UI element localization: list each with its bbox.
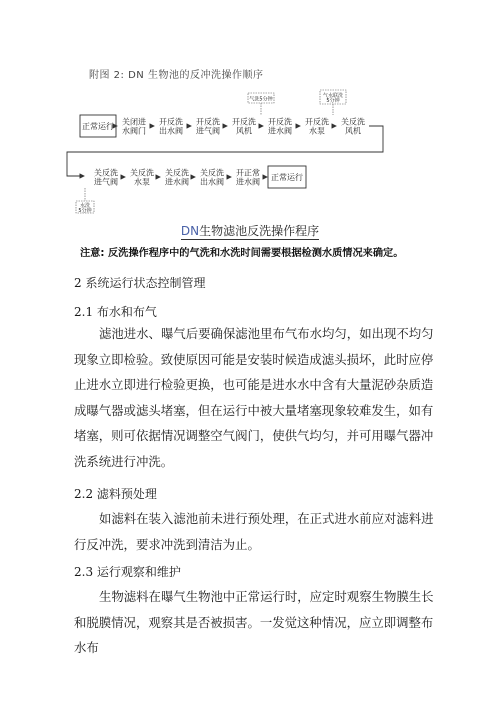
section-2-2-heading: 2.2 滤料预处理 xyxy=(74,487,157,501)
flow-step-1-5 xyxy=(228,115,260,137)
svg-text:开反洗出水阀: 开反洗出水阀 xyxy=(159,117,183,136)
flow-step-2-6 xyxy=(268,166,306,188)
flow-step-1-8 xyxy=(337,115,369,137)
svg-text:关反洗水泵: 关反洗水泵 xyxy=(130,168,154,187)
flow-step-2-3 xyxy=(161,166,193,188)
flow-step-2-1 xyxy=(90,166,122,188)
svg-text:关反洗出水阀: 关反洗出水阀 xyxy=(200,168,224,187)
flow-step-1-2 xyxy=(118,115,150,137)
diagram-title xyxy=(0,222,500,239)
note: 注意: 反洗操作程序中的气洗和水洗时间需要根据检测水质情况来确定。 xyxy=(80,248,404,259)
svg-text:关反洗进气阀: 关反洗进气阀 xyxy=(94,168,118,187)
timing-annotation-2 xyxy=(320,90,346,115)
flow-step-1-1 xyxy=(80,115,116,137)
section-2-3-heading: 2.3 运行观察和维护 xyxy=(74,565,181,579)
flow-step-1-7 xyxy=(301,115,333,137)
svg-text:关反洗风机: 关反洗风机 xyxy=(341,117,365,136)
diagram-title-prefix: DN xyxy=(180,224,200,238)
svg-text:开正常进水阀: 开正常进水阀 xyxy=(236,168,260,187)
section-2-1-heading: 2.1 布水和布气 xyxy=(74,305,157,319)
flow-step-2-2 xyxy=(126,166,158,188)
section-2-3-paragraph: 生物滤料在曝气生物池中正常运行时，应定时观察生物膜生长和脱膜情况，观察其是否被损害。一发觉这种情况，应立即调整布水布 xyxy=(74,589,434,655)
section-2-2-paragraph: 如滤料在装入滤池前未进行预处理，在正式进水前应对滤料进行反冲洗，要求冲洗到清洁为止。 xyxy=(74,511,434,552)
svg-text:关闭进水阀门: 关闭进水阀门 xyxy=(122,117,146,136)
timing-annotation-3 xyxy=(76,188,94,214)
svg-text:正常运行: 正常运行 xyxy=(82,122,114,131)
svg-text:开反洗进气阀: 开反洗进气阀 xyxy=(196,117,220,136)
svg-text:开反洗进水阀: 开反洗进水阀 xyxy=(268,117,292,136)
timing-annotation-1 xyxy=(248,93,274,115)
flow-step-1-3 xyxy=(155,115,187,137)
section-2-1-paragraph: 滤池进水、曝气后要确保滤池里布气布水均匀，如出现不均匀现象立即检验。致使原因可能是安装时候造成滤头损坏，此时应停止进水立即进行检验更换，也可能是进水水中含有大量泥砂杂质造成曝气器或滤头堵塞，但在运行中被大量堵塞现象较难发生，如有堵塞，则可依据情况调整空气阀门，使供气均匀，并可用曝气器冲洗系统进行冲洗。 xyxy=(74,326,434,469)
flow-step-2-4 xyxy=(196,166,228,188)
flow-step-1-4 xyxy=(192,115,224,137)
svg-text:开反洗水泵: 开反洗水泵 xyxy=(305,117,329,136)
figure-caption: 附图 2: DN 生物池的反冲洗操作顺序 xyxy=(89,70,264,81)
diagram-title-main: 生物滤池反洗操作程序 xyxy=(199,224,320,238)
svg-text:水洗5分钟: 水洗 5分钟 xyxy=(78,203,92,214)
svg-text:气水联洗5分钟: 气水联洗 5分钟 xyxy=(322,93,344,104)
svg-text:开反洗风机: 开反洗风机 xyxy=(232,117,256,136)
svg-text:正常运行: 正常运行 xyxy=(271,173,303,182)
svg-text:关反洗进水阀: 关反洗进水阀 xyxy=(165,168,189,187)
flow-step-1-6 xyxy=(264,115,296,137)
flowchart xyxy=(0,0,500,222)
svg-text:气洗5分钟: 气洗5分钟 xyxy=(249,96,273,103)
flow-step-2-5 xyxy=(232,166,264,188)
section-2-heading: 2 系统运行状态控制管理 xyxy=(74,276,206,290)
